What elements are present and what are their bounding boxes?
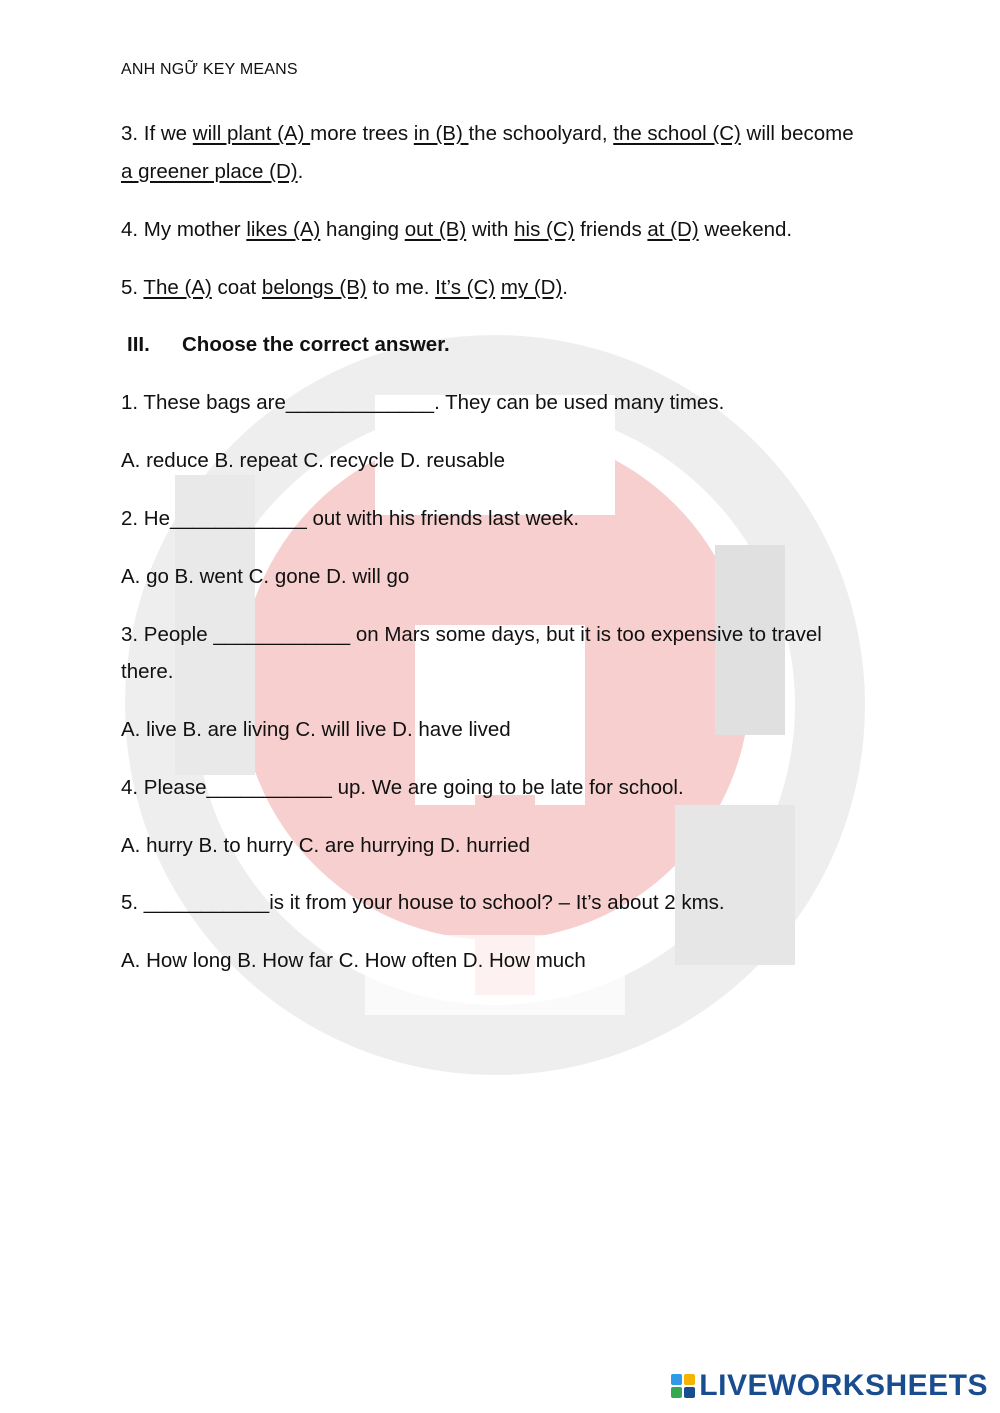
error-item-5 xyxy=(121,276,568,300)
question-3: 3. People ____________ on Mars some days, but it is too expensive to travel xyxy=(121,623,822,646)
underlined-option: the school (C) xyxy=(613,122,741,145)
sentence-text: . xyxy=(562,276,568,299)
question-1: 1. These bags are_____________. They can be used many times. xyxy=(121,391,725,414)
underlined-option: The (A) xyxy=(143,276,212,299)
underlined-option: likes (A) xyxy=(246,218,321,241)
question-5-options: A. How long B. How far C. How often D. How much xyxy=(121,949,586,972)
section-numeral: III. xyxy=(127,333,150,356)
question-2: 2. He____________ out with his friends last week. xyxy=(121,507,580,530)
sentence-text: 5. xyxy=(121,276,144,299)
sentence-text: friends xyxy=(574,218,648,241)
sentence-text: coat xyxy=(211,276,262,299)
sentence-text: weekend. xyxy=(698,218,793,241)
sentence-text: with xyxy=(466,218,515,241)
underlined-option: my (D) xyxy=(500,276,563,299)
sentence-text: . xyxy=(297,160,304,183)
page-header: ANH NGỮ KEY MEANS xyxy=(121,61,298,78)
sentence-text: 4. My mother xyxy=(121,218,247,241)
sentence-text: will become xyxy=(740,122,854,145)
question-3-continued: there. xyxy=(121,660,174,683)
section-heading xyxy=(127,333,450,357)
error-item-3-line-2 xyxy=(121,160,303,184)
error-item-3-line-1 xyxy=(121,122,854,146)
question-3-options: A. live B. are living C. will live D. have lived xyxy=(121,718,511,741)
question-4-options: A. hurry B. to hurry C. are hurrying D. hurried xyxy=(121,834,531,857)
sentence-text: to me. xyxy=(366,276,436,299)
underlined-option: belongs (B) xyxy=(261,276,367,299)
liveworksheets-logo-icon xyxy=(671,1374,695,1398)
question-2-options: A. go B. went C. gone D. will go xyxy=(121,565,410,588)
underlined-option: in (B) xyxy=(413,122,469,145)
question-1-options: A. reduce B. repeat C. recycle D. reusable xyxy=(121,449,505,472)
error-item-4 xyxy=(121,218,792,242)
underlined-option: out (B) xyxy=(404,218,467,241)
underlined-option: a greener place (D) xyxy=(121,160,298,183)
underlined-option: will plant (A) xyxy=(192,122,311,145)
liveworksheets-logo-text: LIVEWORKSHEETS xyxy=(699,1369,988,1402)
sentence-text: 3. If we xyxy=(121,122,193,145)
underlined-option: his (C) xyxy=(514,218,575,241)
underlined-option: It’s (C) xyxy=(435,276,496,299)
question-4: 4. Please___________ up. We are going to be late for school. xyxy=(121,776,684,799)
underlined-option: at (D) xyxy=(647,218,699,241)
sentence-text: hanging xyxy=(320,218,405,241)
sentence-text: the schoolyard, xyxy=(468,122,614,145)
liveworksheets-logo xyxy=(671,1369,988,1403)
sentence-text: more trees xyxy=(310,122,414,145)
section-title: Choose the correct answer. xyxy=(182,333,450,356)
question-5: 5. ___________is it from your house to school? – It’s about 2 kms. xyxy=(121,891,725,914)
